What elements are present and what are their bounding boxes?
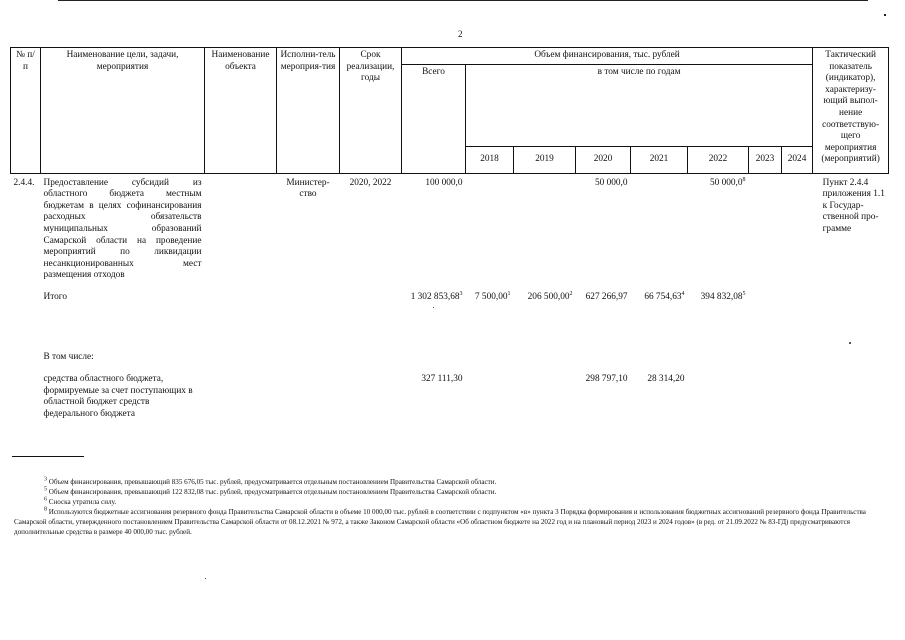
- total-y2021-value: 66 754,63: [644, 291, 682, 302]
- total-y2019-value: 206 500,00: [527, 291, 570, 302]
- row-y2019: [514, 173, 576, 284]
- header-executor: Исполни-тель мероприя-тия: [277, 48, 340, 174]
- total-y2021-footnote-mark: 4: [681, 290, 685, 297]
- page-number: 2: [458, 29, 463, 39]
- federal-y2021: 28 314,20: [647, 373, 685, 384]
- header-year-2022: 2022: [688, 146, 749, 173]
- header-row: [11, 48, 889, 65]
- header-year-2020: 2020: [576, 146, 631, 173]
- header-year-2019: 2019: [514, 146, 576, 173]
- row-y2020: 50 000,0: [594, 177, 628, 188]
- total-y2022-value: 394 832,08: [700, 291, 743, 302]
- top-rule: [58, 0, 868, 1]
- header-object: Наименование объекта: [205, 48, 277, 174]
- row-name: Предоставление субсидий из областного бюджета местным бюджетам в целях софинансирования расходных обязательств муниципальных образований Самарской области на проведение мероприятий по ликвидации несанкционированных мест размещения отходов: [43, 177, 202, 281]
- federal-y2020: 298 797,10: [585, 373, 628, 384]
- table-row-federal: [11, 366, 889, 422]
- row-term: 2020, 2022: [349, 177, 392, 188]
- row-num: 2.4.4.: [13, 177, 35, 188]
- row-object: [205, 173, 277, 284]
- row-y2023: [749, 173, 782, 284]
- header-indicator: Тактический показатель (индикатор), характеризу-ющий выпол-нение соответствую-щего мероприятия (мероприятий): [813, 48, 889, 174]
- footnote-5: $^5$ Объем финансирования, превышающий 122 832,08 тыс. рублей, предусматривается отдельным постановлением Правительства Самарской области.: [44, 486, 497, 496]
- total-y2019: [514, 284, 576, 326]
- footnotes: [14, 478, 892, 537]
- total-y2020: 627 266,97: [585, 291, 628, 302]
- header-year-2024: 2024: [782, 146, 813, 173]
- scan-dot: [849, 342, 851, 344]
- header-term: Срок реализации, годы: [340, 48, 402, 174]
- total-y2022-footnote-mark: 5: [742, 290, 746, 297]
- row-y2018: [466, 173, 514, 284]
- table-row-2-4-4: [11, 173, 889, 284]
- total-sum: [402, 284, 466, 326]
- header-year-2021: 2021: [631, 146, 688, 173]
- scan-dot: [884, 14, 886, 16]
- scan-dot: [205, 578, 206, 579]
- total-y2018: [466, 284, 514, 326]
- header-total: Всего: [402, 64, 466, 173]
- header-by-years: в том числе по годам: [466, 64, 813, 146]
- row-executor: Министер-ство: [286, 177, 330, 200]
- row-total: 100 000,0: [425, 177, 463, 188]
- federal-total: 327 111,30: [421, 373, 463, 384]
- row-y2022-footnote-mark: 8: [742, 176, 746, 183]
- footnote-separator: [12, 456, 84, 457]
- footnote-6: $^6$ Сноска утратила силу.: [44, 496, 117, 506]
- row-indicator: Пункт 2.4.4 приложения 1.1 к Государ-ственной про-грамме: [822, 177, 885, 234]
- table-row-total: [11, 284, 889, 326]
- row-y2022: [688, 173, 749, 284]
- total-y2018-value: 7 500,00: [474, 291, 508, 302]
- total-label: Итого: [43, 291, 68, 302]
- header-year-2018: 2018: [466, 146, 514, 173]
- footnote-3: $^3$ Объем финансирования, превышающий 835 676,05 тыс. рублей, предусматривается отдельным постановлением Правительства Самарской области.: [44, 476, 497, 486]
- total-sum-footnote-mark: 3: [459, 290, 463, 297]
- total-sum-value: 1 302 853,68: [410, 291, 460, 302]
- total-y2018-footnote-mark: 1: [507, 290, 511, 297]
- financing-table: [10, 47, 889, 422]
- footnote-8: $^8$ Используются бюджетные ассигнования резервного фонда Правительства Самарской области в объеме 10 000,00 тыс. рублей в соответствии с подпунктом «в» пункта 3 Порядка формирования и использования бюджетных ассигнований резервного фонда Правительства Самарской области, утвержденного постановлением Правительства Самарской области от 08.12.2021 № 972, а также Законом Самарской области «Об областном бюджете на 2022 год и на плановый период 2023 и 2024 годов» (в ред. от 21.09.2022 № 83-ГД) предусматриваются дополнительные средства в размере 40 000,00 тыс. рублей.: [14, 506, 866, 536]
- scan-dot: [433, 307, 434, 308]
- total-y2021: [631, 284, 688, 326]
- federal-label: средства областного бюджета, формируемые за счет поступающих в областной бюджет средств федерального бюджета: [43, 373, 193, 419]
- row-y2024: [782, 173, 813, 284]
- including-label: В том числе:: [43, 352, 94, 363]
- header-financing: Объем финансирования, тыс. рублей: [402, 48, 813, 65]
- total-y2022: [688, 284, 749, 326]
- row-y2022-value: 50 000,0: [709, 177, 743, 188]
- row-y2021: [631, 173, 688, 284]
- header-num: № п/п: [11, 48, 41, 174]
- total-y2019-footnote-mark: 2: [569, 290, 573, 297]
- header-name: Наименование цели, задачи, мероприятия: [41, 48, 205, 174]
- table-row-including: [11, 326, 889, 366]
- header-year-2023: 2023: [749, 146, 782, 173]
